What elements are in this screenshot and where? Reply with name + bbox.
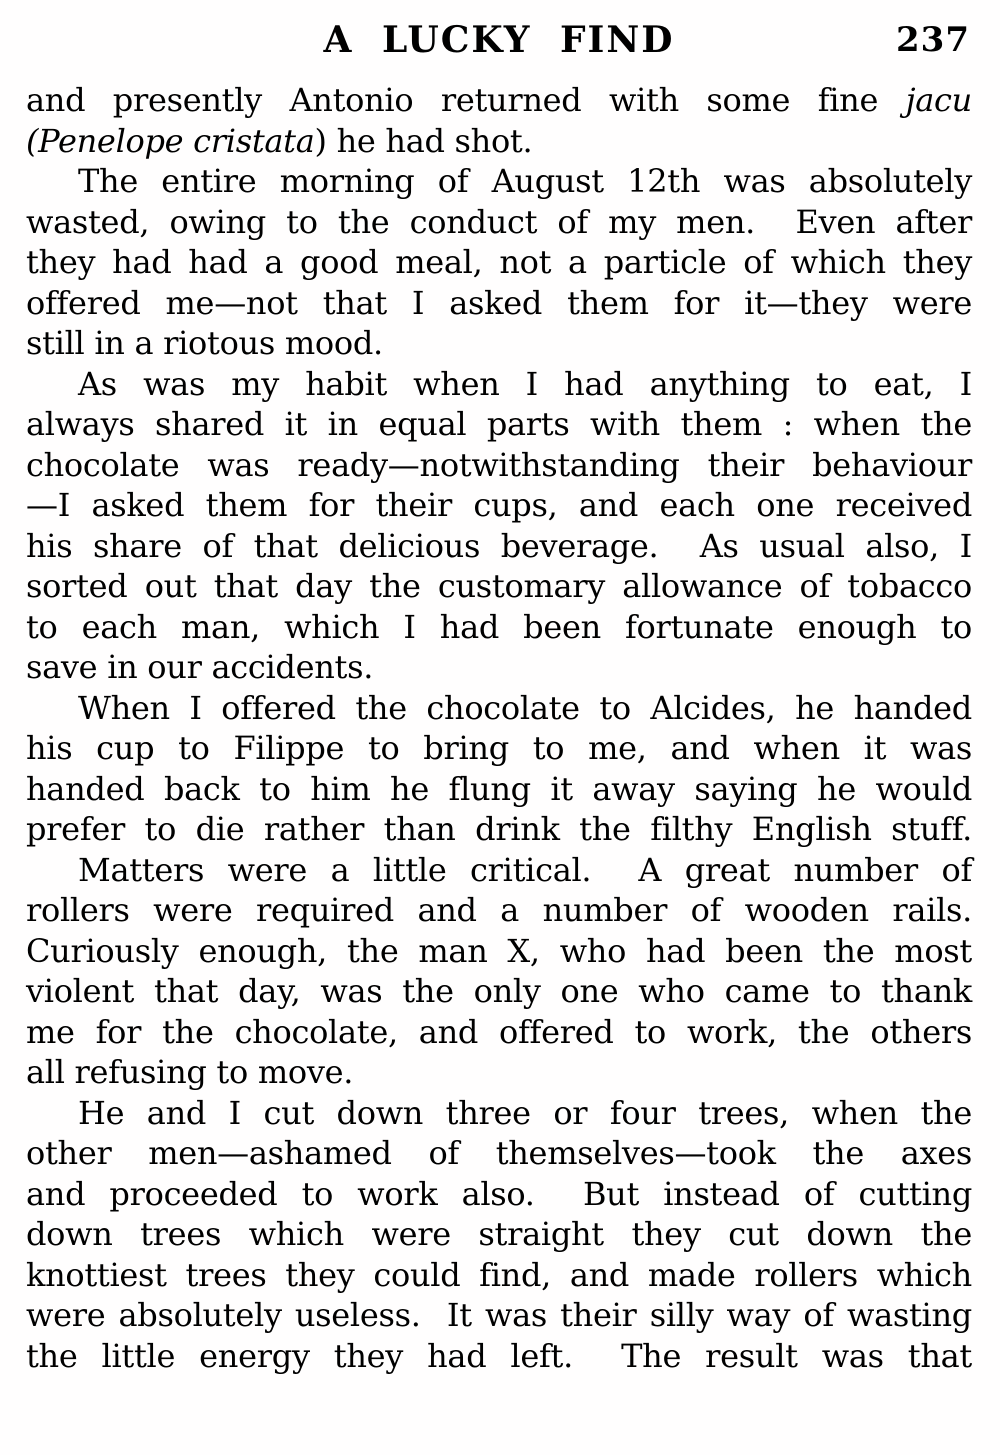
text-line [26,1255,972,1296]
text-line [26,890,972,931]
text-line [26,1012,972,1053]
text-segment: to each man, which I had been fortunate enough to [26,607,972,646]
text-line [26,283,972,324]
text-line [26,971,972,1012]
text-segment: me for the chocolate, and offered to work, the others [26,1012,972,1051]
text-segment: were absolutely useless. It was their silly way of wasting [26,1296,972,1334]
text-line [26,161,972,202]
text-segment: still in a riotous mood. [26,324,383,362]
italic-text: (Penelope cristata [26,121,315,160]
text-line [26,323,972,364]
paragraph [26,161,972,364]
page-number: 237 [896,20,970,60]
text-segment: offered me—not that I asked them for it—they were [26,283,972,322]
text-line [26,1052,972,1093]
page-header [26,18,972,66]
text-line [26,80,972,121]
text-segment: and proceeded to work also. But instead of cutting [26,1174,972,1213]
text-segment: his cup to Filippe to bring to me, and when it was [26,729,972,767]
text-line [26,242,972,283]
text-line [26,1133,972,1174]
text-line [26,688,972,729]
text-line [26,1174,972,1215]
paragraph [26,688,972,850]
text-line [26,850,972,891]
text-segment: other men—ashamed of themselves—took the axes [26,1134,972,1172]
text-line [26,1214,972,1255]
text-segment: —I asked them for their cups, and each one received [26,486,972,524]
text-segment: chocolate was ready—notwithstanding their behaviour [26,445,972,484]
text-segment: rollers were required and a number of wooden rails. [26,891,972,929]
text-segment: all refusing to move. [26,1053,354,1091]
text-segment: handed back to him he flung it away saying he would [26,769,972,808]
text-line [26,566,972,607]
text-line [26,1093,972,1134]
text-segment: As was my habit when I had anything to eat, I [78,364,972,403]
italic-text: jacu [905,81,972,119]
text-line [26,1336,972,1377]
text-line [26,931,972,972]
text-line [26,445,972,486]
text-segment: his share of that delicious beverage. As usual also, I [26,526,972,565]
text-line [26,769,972,810]
text-segment: they had had a good meal, not a particle of which they [26,243,972,281]
text-segment: down trees which were straight they cut down the [26,1215,972,1253]
text-segment: prefer to die rather than drink the filthy English stuff. [26,810,972,848]
text-line [26,364,972,405]
text-segment: ) he had shot. [314,121,533,160]
text-line [26,728,972,769]
text-segment: Curiously enough, the man X, who had been the most [26,931,972,970]
text-segment: The entire morning of August 12th was absolutely [78,162,972,200]
text-segment: sorted out that day the customary allowance of tobacco [26,567,972,605]
text-segment: always shared it in equal parts with them : when the [26,405,972,443]
text-segment: When I offered the chocolate to Alcides, he handed [78,688,972,727]
text-line [26,121,972,162]
text-segment: knottiest trees they could find, and made rollers which [26,1255,972,1294]
text-segment: wasted, owing to the conduct of my men. Even after [26,202,972,241]
text-segment: and presently Antonio returned with some fine [26,81,906,119]
text-line [26,404,972,445]
page-body [26,80,972,1376]
text-line [26,202,972,243]
text-line [26,1295,972,1336]
text-segment: Matters were a little critical. A great number of [78,850,972,889]
text-line [26,607,972,648]
paragraph [26,80,972,161]
paragraph [26,364,972,688]
text-segment: the little energy they had left. The result was that [26,1336,972,1375]
text-line [26,647,972,688]
text-line [26,526,972,567]
running-title: A LUCKY FIND [323,19,675,61]
text-segment: save in our accidents. [26,648,374,686]
paragraph [26,850,972,1093]
paragraph [26,1093,972,1377]
text-line [26,485,972,526]
text-segment: violent that day, was the only one who came to thank [26,972,972,1010]
text-line [26,809,972,850]
text-segment: He and I cut down three or four trees, when the [78,1093,972,1132]
